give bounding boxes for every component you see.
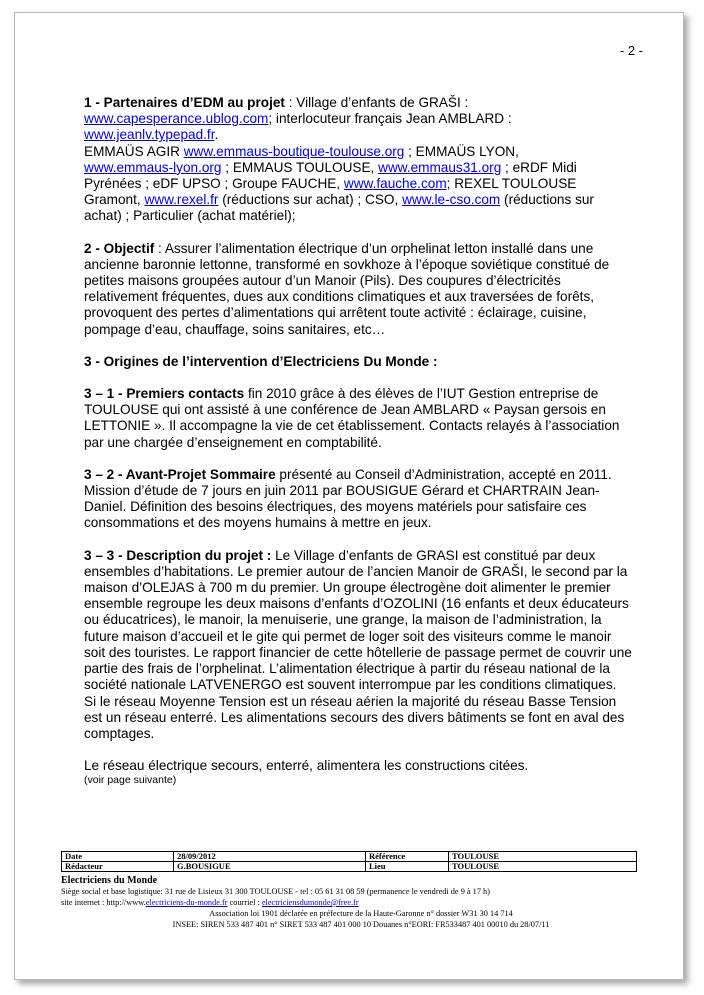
section-first-contacts: [84, 386, 632, 451]
website-link[interactable]: electriciens-du-monde.fr: [145, 898, 228, 907]
text: ; interlocuteur français Jean AMBLARD :: [268, 111, 512, 127]
page-number: - 2 -: [619, 43, 643, 58]
text: EMMAÜS AGIR: [84, 143, 184, 159]
section-origins: [84, 354, 632, 370]
text: ; eRDF Midi Pyrénées ; eDF UPSO ; Groupe FAUCHE,: [84, 159, 577, 192]
organization-address: Siège social et base logistique: 31 rue de Lisieux 31 300 TOULOUSE - tel : 05 61 31 08 59 (permanence le vendredi de 9 à 17 h): [61, 887, 490, 896]
section-preliminary-project: [84, 467, 632, 483]
section-partners: [84, 95, 632, 225]
link-fauche[interactable]: www.fauche.com: [343, 176, 447, 192]
table-cell: Référence: [366, 852, 449, 862]
table-cell: TOULOUSE: [449, 862, 637, 872]
text: courriel :: [227, 898, 262, 907]
table-cell: Lieu: [366, 862, 449, 872]
table-cell: TOULOUSE: [449, 852, 637, 862]
section-title: 1 - Partenaires d’EDM au projet: [84, 95, 285, 110]
section-objective: [84, 241, 632, 338]
table-row: [62, 852, 637, 862]
organization-identifiers: INSEE: SIREN 533 487 401 n° SIRET 533 487 401 000 10 Douanes n°EORI: FR533487 401 00010 du 28/07/11: [172, 920, 550, 929]
section-network-text: Le réseau électrique secours, enterré, alimentera les constructions citées.: [84, 758, 529, 774]
text: site internet : http://www.: [61, 898, 146, 907]
table-cell: 28/09/2012: [174, 852, 366, 862]
section-title: 2 - Objectif: [84, 240, 155, 256]
section-text: fin 2010 grâce à des élèves de l’IUT Gestion entreprise de TOULOUSE qui ont assisté à une conférence de Jean AMBLARD « Paysan gersois en LETTONIE ». Il accompagne la vie de cet établissement. Contacts relayés à l’association par une chargée d’enseignement en comptabilité.: [84, 386, 620, 450]
link-emmaus-lyon[interactable]: www.emmaus-lyon.org: [84, 159, 222, 175]
table-cell: Date: [62, 852, 174, 862]
section-title: 3 – 3 - Description du projet :: [84, 547, 272, 563]
link-emmaus-boutique[interactable]: www.emmaus-boutique-toulouse.org: [183, 143, 405, 159]
link-le-cso[interactable]: www.le-cso.com: [402, 192, 501, 208]
table-row: [62, 862, 637, 872]
link-rexel[interactable]: www.rexel.fr: [144, 192, 219, 208]
text: (réductions sur achat) ; CSO,: [218, 192, 403, 208]
text: .: [214, 127, 219, 143]
text: (réductions sur achat) ; Particulier (achat matériel);: [84, 192, 594, 224]
section-project-description: [84, 548, 632, 742]
organization-name: Electriciens du Monde: [61, 875, 158, 886]
link-capesperance[interactable]: www.capesperance.ublog.com: [84, 111, 269, 127]
section-text: Le Village d’enfants de GRASI est constitué par deux ensembles d’habitations. Le premier autour de l’ancien Manoir de GRAŠI, le second par la maison d’OLEJAS à 700 m du premier. Un groupe électrogène doit alimenter le premier ensemble regroupe les deux maisons d’enfants d’OZOLINI (16 enfants et deux éducateurs ou éducatrices), le manoir, la menuiserie, une grange, la maison de l’administration, la future maison d’accueil et le gite qui permet de loger soit des visiteurs comme le manoir soit des touristes. Le rapport financier de cette hôtellerie de passage permet de couvrir une partie des frais de l’orphelinat. L’alimentation électrique à partir du réseau national de la société nationale LATVENERGO est souvent interrompue par les conditions climatiques. Si le réseau Moyenne Tension est un réseau aérien la majorité du réseau Basse Tension est un réseau enterré. Les alimentations secours des divers bâtiments se font en aval des comptages.: [84, 547, 632, 741]
table-cell: G.BOUSIGUE: [174, 862, 366, 872]
organization-footer: [61, 875, 661, 930]
link-jeanlv[interactable]: www.jeanlv.typepad.fr: [84, 127, 215, 143]
text: ; EMMAÜS LYON,: [404, 143, 519, 159]
section-mission-text: Mission d’étude de 7 jours en juin 2011 par BOUSIGUE Gérard et CHARTRAIN Jean-Daniel. Définition des besoins électriques, des moyens matériels pour satisfaire ces consommations et des moyens humains à mettre en jeux.: [84, 483, 600, 531]
email-link[interactable]: electriciensdumonde@free.fr: [261, 898, 359, 907]
text: ; EMMAUS TOULOUSE,: [221, 159, 379, 175]
organization-registration: Association loi 1901 déclarée en préfecture de la Haute-Garonne n° dossier W31 30 14 714: [209, 909, 513, 918]
document-body: [84, 95, 632, 787]
see-next-page-note: (voir page suivante): [84, 774, 177, 787]
organization-contact: [61, 897, 661, 908]
section-text: : Assurer l’alimentation électrique d’un orphelinat letton installé dans une ancienne baronnie lettonne, transformé en sovkhoze à l’époque soviétique constitué de petites maisons groupées autour d’un Manoir (Pils). Des coupures d’électricités relativement fréquentes, dues aux conditions climatiques et aux traversées de forêts, provoquent des pertes d’alimentations qui arrêtent toute activité : éclairage, cuisine, pompage d’eau, chauffage, soins sanitaires, etc…: [84, 240, 610, 337]
link-emmaus31[interactable]: www.emmaus31.org: [378, 159, 502, 175]
section-text: présenté au Conseil d’Administration, accepté en 2011.: [275, 466, 612, 482]
section-title: 3 – 2 - Avant-Projet Sommaire: [84, 466, 276, 482]
footer-info-table: [61, 851, 637, 872]
section-title: 3 – 1 - Premiers contacts: [84, 386, 245, 402]
table-cell: Rédacteur: [62, 862, 174, 872]
text: ; REXEL TOULOUSE Gramont,: [84, 176, 577, 208]
text: : Village d’enfants de GRAŠI :: [284, 95, 469, 110]
section-title: 3 - Origines de l’intervention d’Electriciens Du Monde :: [84, 353, 438, 369]
document-page: [14, 12, 684, 980]
